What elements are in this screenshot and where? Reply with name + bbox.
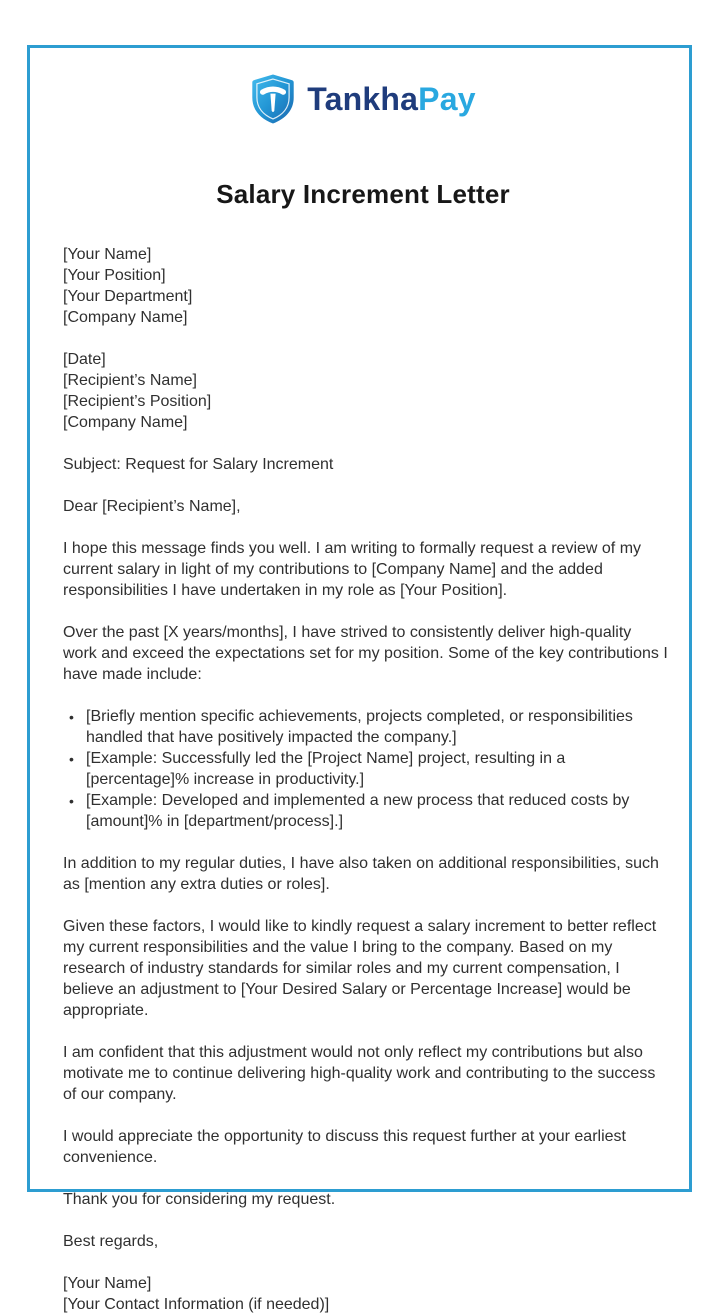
sender-line: [Your Name] [63,245,152,263]
brand-name [307,83,475,115]
brand-name-second: Pay [418,81,476,117]
letter-body [63,244,669,1315]
recipient-line: [Recipient’s Name] [63,371,197,389]
recipient-line: [Date] [63,350,106,368]
bullet-item: • [Example: Developed and implemented a new process that reduced costs by [amount]% in [department/process].] [69,790,669,832]
tankhapay-shield-icon [250,73,296,125]
contribution-bullet-list [63,706,669,832]
bullet-item: • [Example: Successfully led the [Project Name] project, resulting in a [percentage]% increase in productivity.] [69,748,669,790]
recipient-line: [Recipient’s Position] [63,392,212,410]
paragraph-additional: In addition to my regular duties, I have also taken on additional responsibilities, such as [mention any extra duties or roles]. [63,854,659,893]
recipient-block [63,349,669,433]
paragraph-confidence: I am confident that this adjustment would not only reflect my contributions but also motivate me to continue delivering high-quality work and contributing to the success of our company. [63,1043,656,1103]
signoff: Best regards, [63,1232,159,1250]
paragraph-request: Given these factors, I would like to kindly request a salary increment to better reflect my current responsibilities and the value I bring to the company. Based on my research of industry standards for similar roles and my current compensation, I believe an adjustment to [Your Desired Salary or Percentage Increase] would be appropriate. [63,917,657,1019]
recipient-line: [Company Name] [63,413,188,431]
brand-logo [63,72,663,126]
paragraph-discussion: I would appreciate the opportunity to discuss this request further at your earliest convenience. [63,1127,626,1166]
salutation: Dear [Recipient’s Name], [63,497,241,515]
letter-title: Salary Increment Letter [216,179,510,209]
letter-frame [27,45,692,1313]
brand-name-first: Tankha [307,81,419,117]
sender-line: [Your Position] [63,266,166,284]
paragraph-intro: I hope this message finds you well. I am writing to formally request a review of my current salary in light of my contributions to [Company Name] and the added responsibilities I have undertaken in my role as [Your Position]. [63,539,642,599]
paragraph-contributions: Over the past [X years/months], I have strived to consistently deliver high-quality work and exceed the expectations set for my position. Some of the key contributions I have made include: [63,623,668,683]
signature-line: [Your Contact Information (if needed)] [63,1295,330,1313]
signature-line: [Your Name] [63,1274,152,1292]
bullet-item: • [Briefly mention specific achievements, projects completed, or responsibilities handled that have positively impacted the company.] [69,706,669,748]
sender-block [63,244,669,328]
paragraph-thanks: Thank you for considering my request. [63,1190,336,1208]
signature-block [63,1273,669,1315]
sender-line: [Company Name] [63,308,188,326]
sender-line: [Your Department] [63,287,193,305]
subject-line: Subject: Request for Salary Increment [63,455,334,473]
